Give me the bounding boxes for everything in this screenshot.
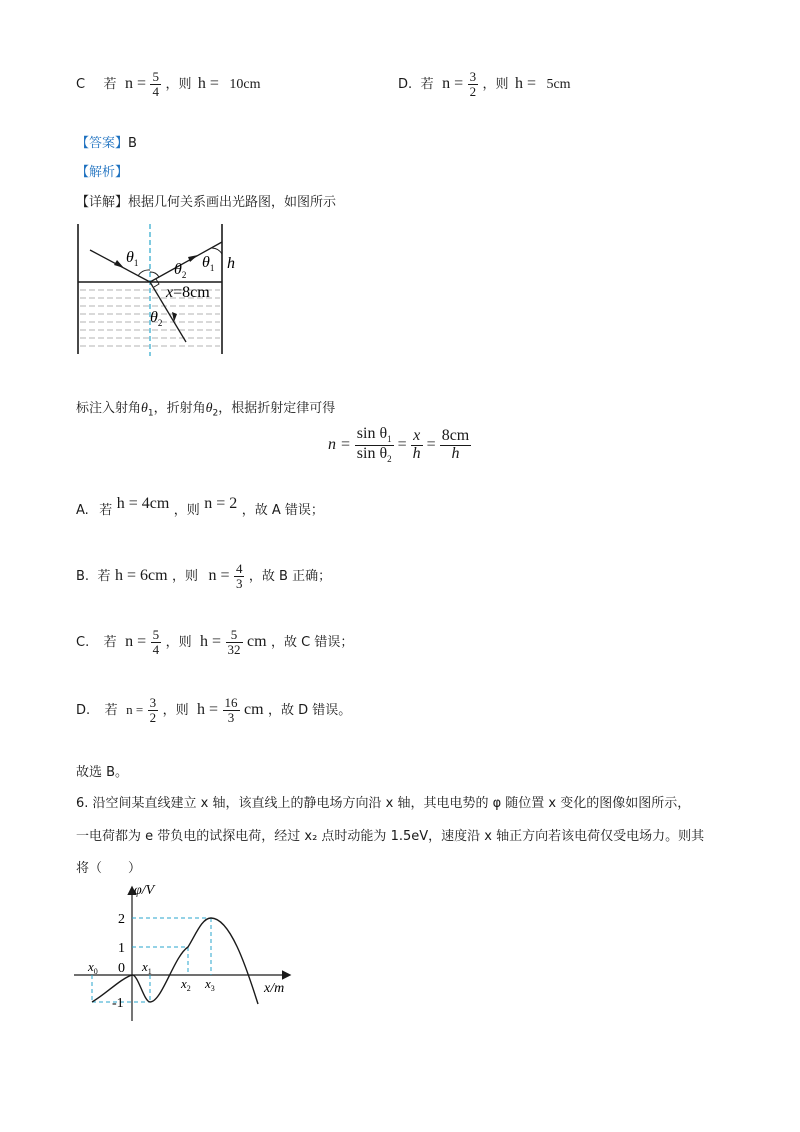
option-d-h-lhs: h = bbox=[514, 75, 537, 93]
x2-label: $x_2$ bbox=[181, 976, 191, 993]
theta2-mid-label: $\theta_2$ bbox=[174, 261, 187, 280]
sol-d-n-frac: $\frac{3}{2}$ bbox=[149, 695, 157, 725]
option-c-h-lhs: h = bbox=[197, 75, 219, 93]
sol-d-h-frac: $\frac{16}{3}$ bbox=[224, 695, 238, 725]
option-d-n-lhs: n = bbox=[442, 75, 464, 93]
tick-y-minus-1: -1 bbox=[112, 996, 124, 1011]
solution-b: B. 若 h = 6cm ，则 n = $\frac{4}{3}$ ，故 B 正确； bbox=[76, 561, 332, 591]
sol-c-n-frac: $\frac{5}{4}$ bbox=[152, 627, 160, 657]
option-c-ze: ，则 bbox=[165, 77, 192, 93]
h-label: h bbox=[227, 255, 235, 272]
x0-label: $x_0$ bbox=[88, 959, 98, 976]
option-c bbox=[76, 70, 261, 98]
virtual-arrow bbox=[188, 255, 198, 262]
option-d-n-frac: $\frac{3}{2}$ bbox=[469, 69, 477, 99]
detail-line bbox=[76, 196, 336, 209]
theta2-bottom-label: $\theta_2$ bbox=[150, 309, 163, 328]
option-c-n-frac: $\frac{5}{4}$ bbox=[152, 69, 159, 99]
tick-y-2: 2 bbox=[118, 912, 125, 927]
option-d bbox=[398, 70, 571, 98]
option-c-h-val: 10cm bbox=[229, 77, 261, 93]
optics-diagram bbox=[70, 220, 240, 360]
q6-line-1: 6. 沿空间某直线建立 x 轴，该直线上的静电场方向沿 x 轴，其电电势的 φ 随位置 x 变化的图像如图所示， bbox=[76, 796, 691, 811]
x1-label: $x_1$ bbox=[142, 959, 152, 976]
analysis-line bbox=[76, 166, 128, 179]
option-c-ruo: 若 bbox=[103, 77, 117, 93]
potential-curve bbox=[92, 918, 258, 1004]
option-c-n-lhs: n = bbox=[125, 75, 147, 93]
detail-tag: 【详解】 bbox=[76, 195, 129, 210]
tick-y-1: 1 bbox=[118, 941, 125, 956]
sol-b-n-frac: $\frac{4}{3}$ bbox=[235, 561, 243, 591]
answer-tag: 【答案】 bbox=[76, 136, 129, 151]
option-d-h-val: 5cm bbox=[546, 77, 571, 93]
sol-c-h-frac: $\frac{5}{32}$ bbox=[227, 627, 241, 657]
answer-value: B bbox=[128, 136, 137, 151]
theta2-arc bbox=[150, 272, 159, 277]
x-axis-label: x/m bbox=[264, 981, 285, 996]
theta1-top-label: $\theta_1$ bbox=[126, 249, 139, 268]
answer-line bbox=[76, 137, 137, 150]
formula-frac-xh: $\frac{x}{h}$ bbox=[412, 426, 421, 462]
right-angle-mark bbox=[154, 279, 159, 287]
option-d-letter: D. bbox=[398, 77, 413, 93]
potential-graph bbox=[74, 876, 304, 1026]
q6-line-3: 将（ ） bbox=[76, 861, 142, 876]
theta1-right-label: $\theta_1$ bbox=[202, 254, 215, 273]
conclusion: 故选 B。 bbox=[76, 765, 129, 780]
formula-frac-sin: $\frac{\sin \theta_1}{\sin \theta_2}$ bbox=[356, 425, 392, 464]
detail-text: 根据几何关系画出光路图，如图所示 bbox=[128, 195, 337, 210]
analysis-tag: 【解析】 bbox=[76, 165, 129, 180]
solution-d: D. 若 n = $\frac{3}{2}$ ，则 h = $\frac{16}{3}$ cm ，故 D 错误。 bbox=[76, 695, 352, 725]
solution-c: C. 若 n = $\frac{5}{4}$ ，则 h = $\frac{5}{32}$ cm ，故 C 错误； bbox=[76, 627, 354, 657]
incident-arrow bbox=[114, 260, 124, 268]
refraction-formula: n = $\frac{\sin \theta_1}{\sin \theta_2}$ = $\frac{x}{h}$ = $\frac{8cm}{h}$ bbox=[328, 425, 470, 464]
tick-y-0: 0 bbox=[118, 961, 125, 976]
option-c-letter: C bbox=[76, 77, 86, 93]
x3-label: $x_3$ bbox=[205, 976, 215, 993]
annotation-line: 标注入射角$\theta_1$，折射角$\theta_2$，根据折射定律可得 bbox=[76, 401, 336, 419]
option-d-ze: ，则 bbox=[482, 77, 509, 93]
x-label: x=8cm bbox=[166, 284, 210, 301]
theta1-right-arc bbox=[212, 248, 222, 254]
solution-a: A. 若 h = 4cm ，则 n = 2 ，故 A 错误； bbox=[76, 495, 324, 518]
option-d-ruo: 若 bbox=[420, 77, 434, 93]
y-axis-label: φ/V bbox=[134, 883, 155, 898]
formula-frac-8cm: $\frac{8cm}{h}$ bbox=[441, 426, 470, 462]
q6-line-2: 一电荷都为 e 带负电的试探电荷，经过 x₂ 点时动能为 1.5eV，速度沿 x 轴正方向若该电荷仅受电场力。则其 bbox=[76, 829, 705, 844]
theta1-arc bbox=[138, 270, 150, 276]
